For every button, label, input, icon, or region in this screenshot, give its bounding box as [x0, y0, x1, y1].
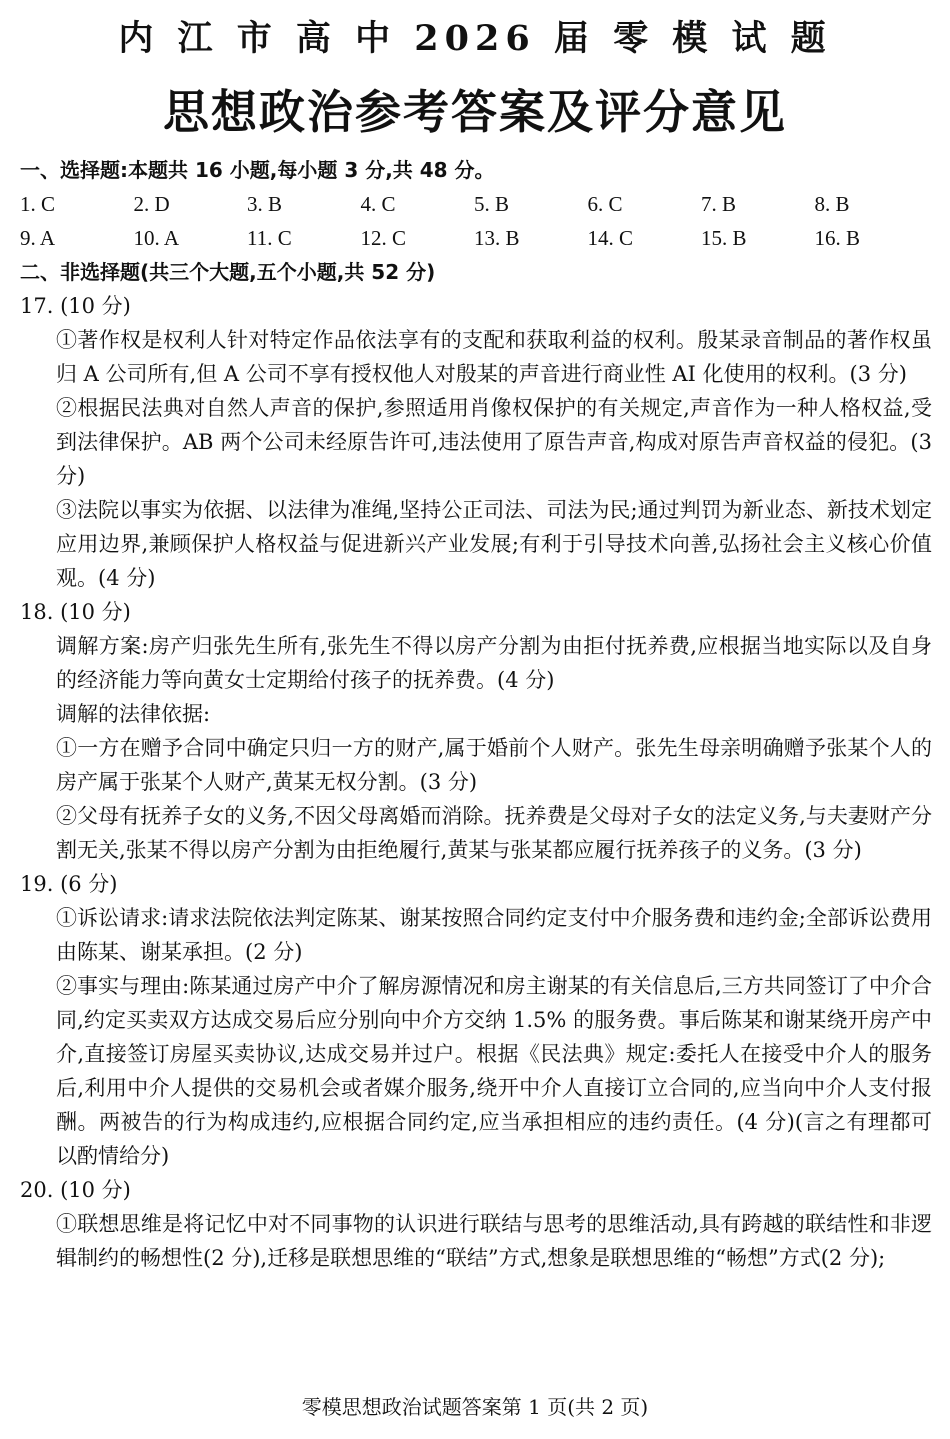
answer-item: 11. C [247, 226, 292, 250]
answer-item: 14. C [587, 226, 634, 250]
answer-row-2 [20, 221, 932, 255]
answer-item: 9. A [20, 226, 56, 250]
document-title: 思想政治参考答案及评分意见 [163, 85, 787, 139]
question-19-heading: 19. (6 分) [20, 872, 118, 896]
question-18-point-1: ①一方在赠予合同中确定只归一方的财产,属于婚前个人财产。张先生母亲明确赠予张某个人的房产属于张某个人财产,黄某无权分割。(3 分) [56, 736, 932, 794]
answer-item: 2. D [133, 192, 170, 216]
answer-item: 4. C [360, 192, 396, 216]
answer-item: 16. B [814, 226, 861, 250]
page-footer: 零模思想政治试题答案第 1 页(共 2 页) [301, 1395, 649, 1419]
answer-item: 10. A [133, 226, 180, 250]
document-body [20, 153, 932, 1275]
question-18-point-2: ②父母有抚养子女的义务,不因父母离婚而消除。抚养费是父母对子女的法定义务,与夫妻财产分割无关,张某不得以房产分割为由拒绝履行,黄某与张某都应履行抚养孩子的义务。(3 分) [56, 804, 932, 862]
answer-item: 5. B [474, 192, 510, 216]
section-1-heading: 一、选择题:本题共 16 小题,每小题 3 分,共 48 分。 [20, 158, 495, 182]
question-17-point-1: ①著作权是权利人针对特定作品依法享有的支配和获取利益的权利。殷某录音制品的著作权虽归 A 公司所有,但 A 公司不享有授权他人对殷某的声音进行商业性 AI 化使用的权利。(3 分) [56, 328, 932, 386]
exam-title: 内 江 市 高 中 2026 届 零 模 试 题 [118, 18, 832, 59]
answer-item: 8. B [814, 192, 850, 216]
answer-item: 12. C [360, 226, 407, 250]
question-19-point-2: ②事实与理由:陈某通过房产中介了解房源情况和房主谢某的有关信息后,三方共同签订了中介合同,约定买卖双方达成交易后应分别向中介方交纳 1.5% 的服务费。事后陈某和谢某绕开房产中介,直接签订房屋买卖协议,达成交易并过户。根据《民法典》规定:委托人在接受中介人的服务后,利用中介人提供的交易机会或者媒介服务,绕开中介人直接订立合同的,应当向中介人支付报酬。两被告的行为构成违约,应根据合同约定,应当承担相应的违约责任。(4 分)(言之有理都可以酌情给分) [56, 974, 932, 1168]
question-20-heading: 20. (10 分) [20, 1178, 131, 1202]
answer-item: 13. B [474, 226, 520, 250]
question-17-heading: 17. (10 分) [20, 294, 131, 318]
question-18-legal-basis-label: 调解的法律依据: [56, 702, 211, 726]
answer-item: 15. B [701, 226, 747, 250]
answer-item: 7. B [701, 192, 737, 216]
answer-item: 1. C [20, 192, 56, 216]
answer-item: 6. C [587, 192, 623, 216]
answer-item: 3. B [247, 192, 283, 216]
question-18-heading: 18. (10 分) [20, 600, 131, 624]
question-18-mediation-plan: 调解方案:房产归张先生所有,张先生不得以房产分割为由拒付抚养费,应根据当地实际以及自身的经济能力等向黄女士定期给付孩子的抚养费。(4 分) [56, 634, 932, 692]
question-19-point-1: ①诉讼请求:请求法院依法判定陈某、谢某按照合同约定支付中介服务费和违约金;全部诉讼费用由陈某、谢某承担。(2 分) [56, 906, 932, 964]
question-20-point-1: ①联想思维是将记忆中对不同事物的认识进行联结与思考的思维活动,具有跨越的联结性和非逻辑制约的畅想性(2 分),迁移是联想思维的“联结”方式,想象是联想思维的“畅想”方式(2 分); [56, 1212, 932, 1270]
question-17-point-2: ②根据民法典对自然人声音的保护,参照适用肖像权保护的有关规定,声音作为一种人格权益,受到法律保护。AB 两个公司未经原告许可,违法使用了原告声音,构成对原告声音权益的侵犯。(3 分) [56, 396, 932, 488]
section-2-heading: 二、非选择题(共三个大题,五个小题,共 52 分) [20, 260, 436, 284]
question-17-point-3: ③法院以事实为依据、以法律为准绳,坚持公正司法、司法为民;通过判罚为新业态、新技术划定应用边界,兼顾保护人格权益与促进新兴产业发展;有利于引导技术向善,弘扬社会主义核心价值观。(4 分) [56, 498, 932, 590]
answer-row-1 [20, 187, 932, 221]
